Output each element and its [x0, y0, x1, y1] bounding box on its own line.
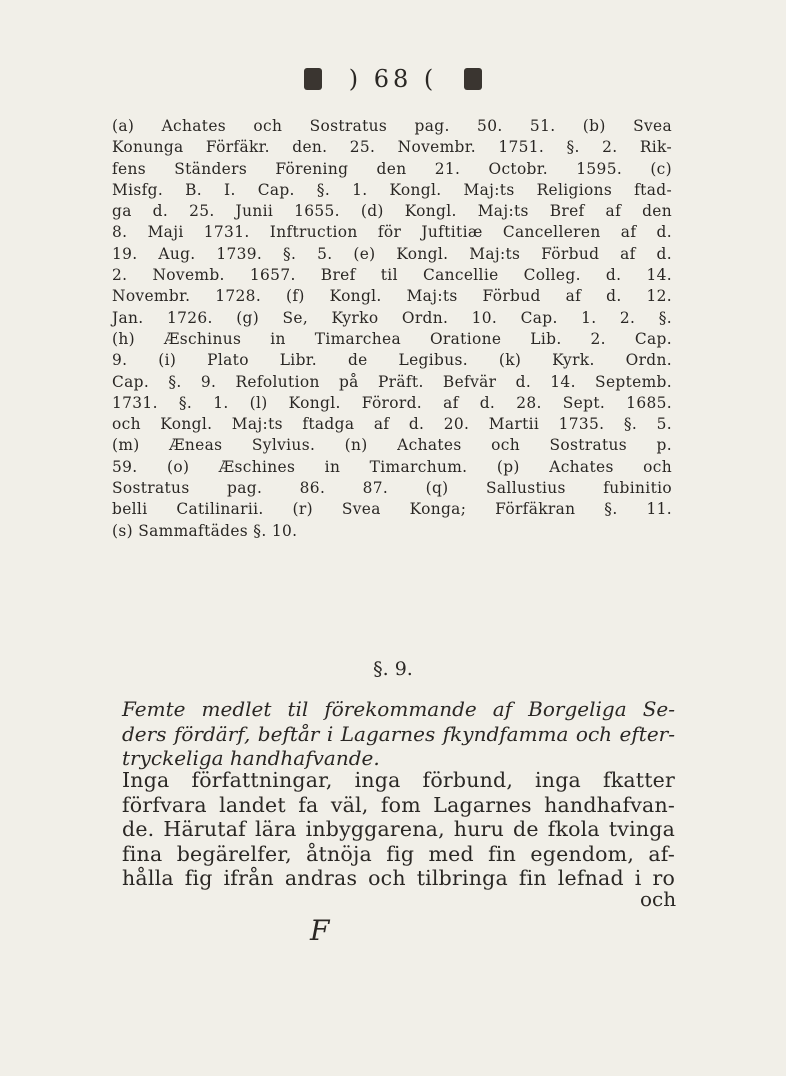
section-summary [122, 697, 675, 771]
note-line: (m) Æneas Sylvius. (n) Achates och Sostratus p. [112, 436, 672, 455]
note-line: (a) Achates och Sostratus pag. 50. 51. (b) Svea [112, 117, 672, 135]
note-line: och Kongl. Maj:ts ftadga af d. 20. Martii 1735. §. 5. [112, 415, 672, 434]
note-line: ga d. 25. Junii 1655. (d) Kongl. Maj:ts Bref af den [112, 202, 672, 221]
note-line: (s) Sammaftädes §. 10. [112, 521, 298, 540]
ornament-left-icon [304, 68, 322, 90]
note-line: 59. (o) Æschines in Timarchum. (p) Achates och [112, 457, 672, 476]
summary-line: ders fördärf, beftår i Lagarnes fkyndfamma och efter- [122, 721, 675, 746]
note-line: Konunga Förfäkr. den. 25. Novembr. 1751. §. 2. Rik- [112, 138, 672, 157]
note-line: Jan. 1726. (g) Se, Kyrko Ordn. 10. Cap. 1. 2. §. [112, 308, 672, 327]
note-line: 2. Novemb. 1657. Bref til Cancellie Colleg. d. 14. [112, 266, 672, 285]
catchword: och [640, 887, 677, 911]
section-heading: §. 9. [373, 658, 413, 680]
note-line: Novembr. 1728. (f) Kongl. Maj:ts Förbud af d. 12. [112, 287, 672, 306]
summary-line: tryckeliga handhafvande. [122, 746, 380, 770]
note-line: Sostratus pag. 86. 87. (q) Sallustius fubinitio [112, 479, 672, 498]
note-line: 9. (i) Plato Libr. de Legibus. (k) Kyrk. Ordn. [112, 351, 672, 370]
body-text [122, 768, 675, 891]
signature-mark: F [310, 914, 330, 947]
body-line: fina begärelfer, åtnöja fig med fin egendom, af- [122, 841, 675, 866]
page-number: ) 68 ( [348, 65, 438, 93]
body-line: hålla fig ifrån andras och tilbringa fin lefnad i ro [122, 866, 675, 890]
note-line: belli Catilinarii. (r) Svea Konga; Förfäkran §. 11. [112, 500, 672, 519]
page-header [0, 64, 786, 94]
note-line: fens Ständers Förening den 21. Octobr. 1595. (c) [112, 159, 672, 178]
ornament-right-icon [464, 68, 482, 90]
body-line: de. Härutaf lära inbyggarena, huru de fkola tvinga [122, 817, 675, 841]
note-line: 19. Aug. 1739. §. 5. (e) Kongl. Maj:ts Förbud af d. [112, 244, 672, 263]
summary-line: Femte medlet til förekommande af Borgeliga Se- [122, 697, 675, 721]
note-line: 8. Maji 1731. Inftruction för Juftitiæ Cancelleren af d. [112, 223, 672, 242]
note-line: 1731. §. 1. (l) Kongl. Förord. af d. 28. Sept. 1685. [112, 393, 672, 412]
note-line: Cap. §. 9. Refolution på Präft. Befvär d. 14. Septemb. [112, 372, 672, 391]
body-line: förfvara landet fa väl, fom Lagarnes handhafvan- [122, 792, 675, 817]
body-line: Inga författningar, inga förbund, inga fkatter [122, 768, 675, 792]
footnotes-block [112, 116, 672, 542]
note-line: (h) Æschinus in Timarchea Oratione Lib. 2. Cap. [112, 329, 672, 348]
note-line: Misfg. B. I. Cap. §. 1. Kongl. Maj:ts Religions ftad- [112, 180, 672, 199]
